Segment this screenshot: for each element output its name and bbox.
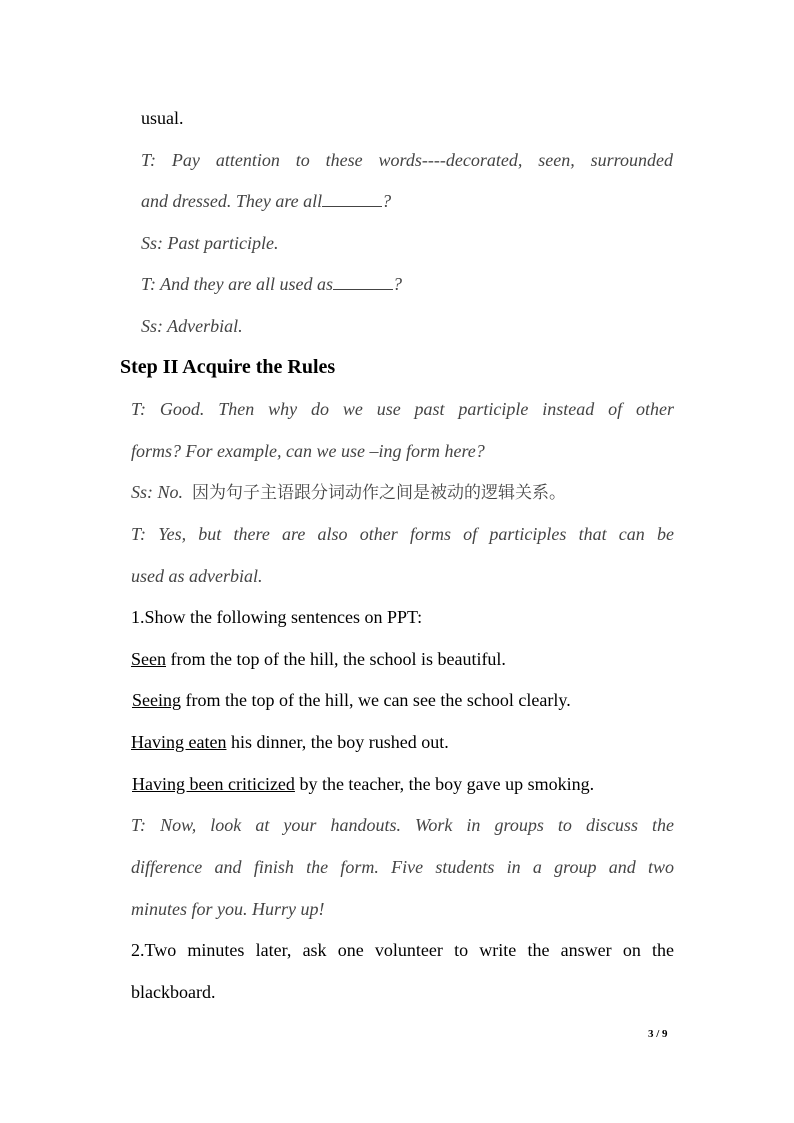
text-line: T: Now, look at your handouts. Work in groups to discuss the — [131, 815, 674, 835]
example-sentence — [132, 773, 594, 795]
section-heading: Step II Acquire the Rules — [120, 356, 336, 378]
text-segment: and dressed. They are all — [141, 191, 323, 211]
text-line: Ss: Past participle. — [141, 233, 279, 253]
text-line: usual. — [141, 108, 184, 128]
text-segment: Ss: No. — [131, 482, 184, 502]
underlined-participle: Seen — [131, 649, 166, 669]
underlined-participle: Having been criticized — [132, 774, 295, 794]
text-segment: ? — [382, 191, 392, 211]
text-line: 1.Show the following sentences on PPT: — [131, 607, 423, 627]
example-sentence — [131, 648, 506, 670]
chinese-text: 因为句子主语跟分词动作之间是被动的逻辑关系。 — [192, 483, 567, 503]
text-line: blackboard. — [131, 982, 216, 1002]
text-line: Ss: Adverbial. — [141, 316, 243, 336]
underlined-participle: Seeing — [132, 690, 181, 710]
text-line: difference and finish the form. Five students in a group and two — [131, 857, 674, 877]
fill-blank — [322, 190, 382, 207]
text-segment: from the top of the hill, the school is beautiful. — [166, 649, 506, 669]
text-line: 2.Two minutes later, ask one volunteer to write the answer on the — [131, 940, 674, 960]
underlined-participle: Having eaten — [131, 732, 227, 752]
text-segment: from the top of the hill, we can see the school clearly. — [181, 690, 571, 710]
text-line — [141, 273, 402, 295]
text-segment: his dinner, the boy rushed out. — [226, 732, 449, 752]
fill-blank — [333, 273, 393, 290]
text-segment: by the teacher, the boy gave up smoking. — [294, 774, 595, 794]
text-line: T: Yes, but there are also other forms of participles that can be — [131, 524, 674, 544]
text-line: T: Good. Then why do we use past participle instead of other — [131, 399, 674, 419]
text-line: T: Pay attention to these words----decorated, seen, surrounded — [141, 150, 673, 170]
text-line: used as adverbial. — [131, 566, 263, 586]
text-line: minutes for you. Hurry up! — [131, 899, 325, 919]
page-number: 3 / 9 — [648, 1028, 668, 1040]
text-line — [131, 481, 566, 504]
text-line: forms? For example, can we use –ing form here? — [131, 441, 485, 461]
text-segment: ? — [393, 274, 402, 294]
example-sentence — [131, 731, 449, 753]
text-line — [141, 190, 391, 212]
example-sentence — [132, 689, 571, 711]
text-segment: T: And they are all used as — [141, 274, 333, 294]
